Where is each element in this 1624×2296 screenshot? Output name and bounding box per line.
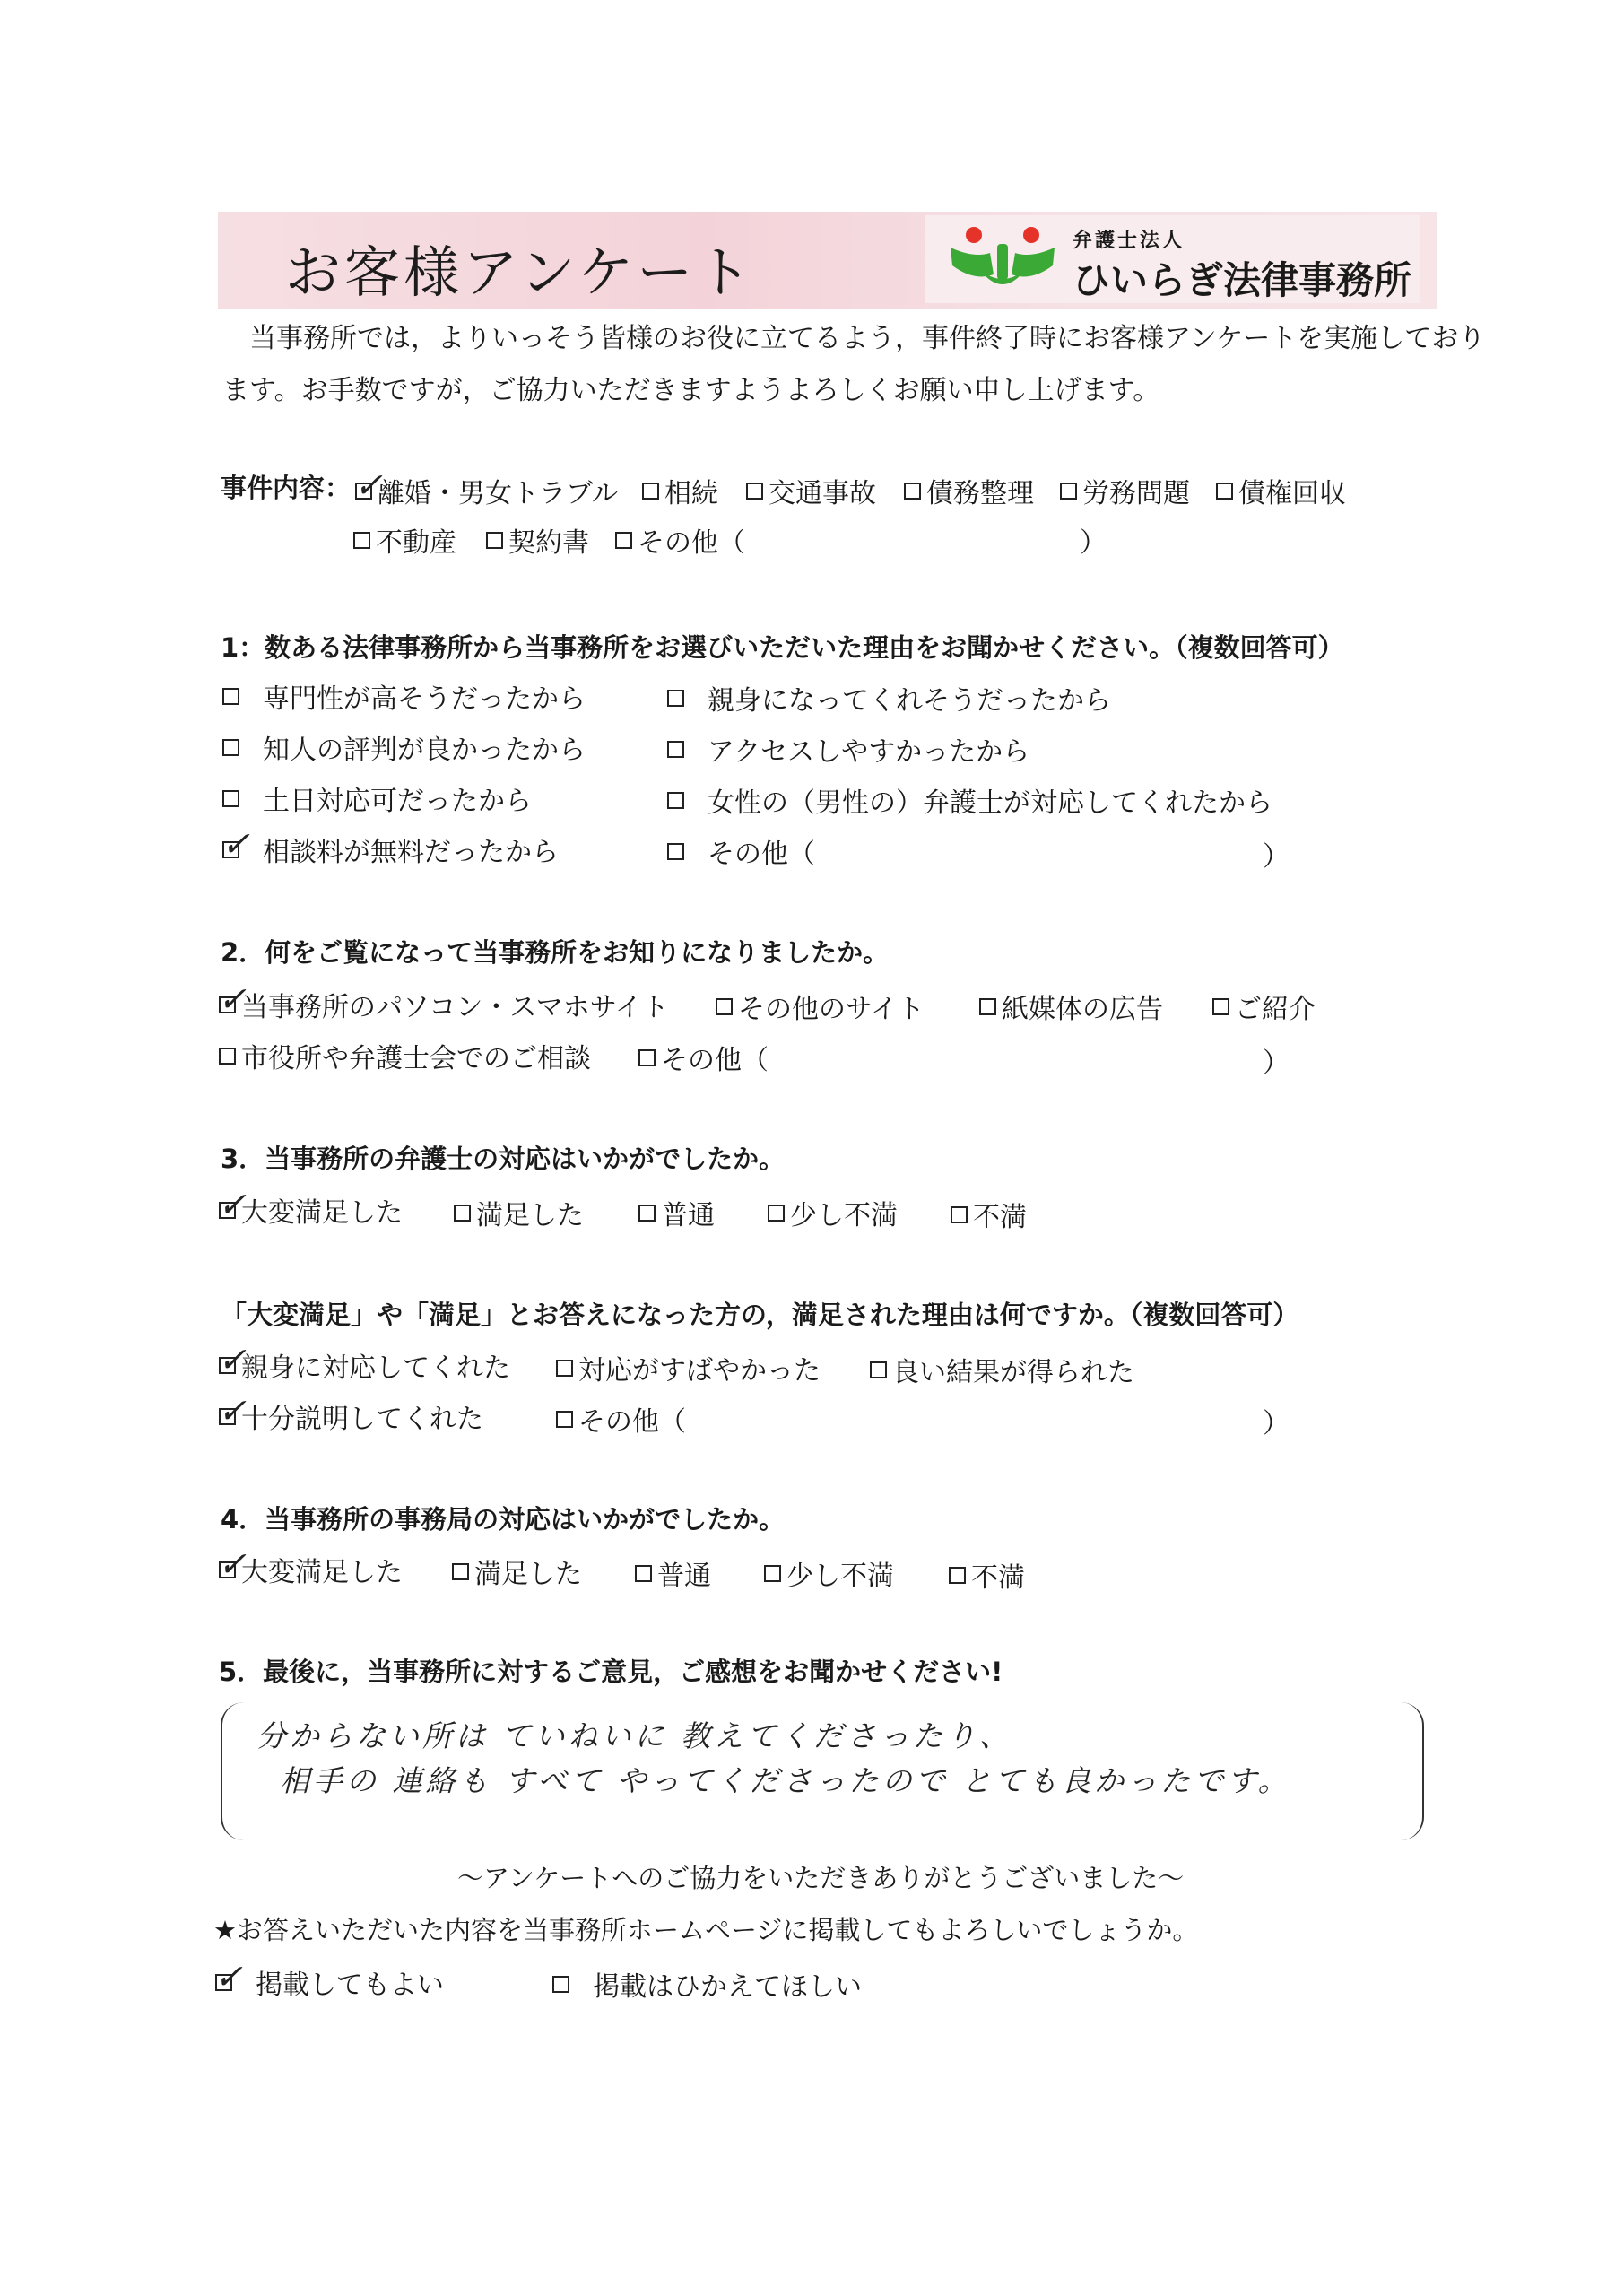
option-label: その他のサイト [738, 994, 925, 1025]
q2-option[interactable] [979, 987, 1163, 1026]
logo-icon [943, 222, 1062, 298]
case-option[interactable] [615, 520, 745, 560]
checkbox[interactable] [667, 843, 684, 860]
case-option[interactable] [904, 471, 1034, 510]
option-label: 交通事故 [769, 478, 876, 509]
checkbox[interactable]: ✓ [218, 1544, 247, 1584]
checkbox[interactable] [904, 483, 921, 500]
q3-option[interactable] [768, 1193, 898, 1232]
q3b-option[interactable] [556, 1399, 686, 1439]
option-label: 知人の評判が良かったから [263, 735, 586, 766]
logo-name: ひいらぎ法律事務所 [1073, 258, 1412, 302]
q3b-option[interactable] [218, 1339, 510, 1385]
intro-line-1: 当事務所では，よりいっそう皆様のお役に立てるよう，事件終了時にお客様アンケートを実施しており [249, 323, 1486, 354]
option-label: 相談料が無料だったから [263, 837, 559, 868]
option-label: 対応がすばやかった [578, 1355, 821, 1387]
q4-option[interactable] [452, 1552, 582, 1591]
checkbox[interactable] [667, 741, 684, 758]
checkbox[interactable] [552, 1976, 569, 1993]
q1-option[interactable] [222, 727, 586, 767]
option-label: ご紹介 [1235, 994, 1316, 1025]
q1-option[interactable] [222, 778, 532, 818]
q2-option[interactable] [716, 987, 925, 1026]
case-option[interactable] [642, 471, 718, 510]
option-label: 不満 [971, 1562, 1025, 1594]
q3b-option[interactable] [556, 1348, 821, 1387]
q1-option[interactable] [667, 729, 1029, 769]
option-label: 土日対応可だったから [263, 786, 532, 817]
checkbox[interactable] [951, 1206, 968, 1223]
page-title: お客様アンケート [285, 239, 756, 305]
case-label: 事件内容： [221, 473, 352, 503]
checkbox[interactable] [768, 1205, 785, 1222]
option-label: 少し不満 [786, 1561, 894, 1592]
q4-option[interactable] [635, 1553, 711, 1593]
case-option[interactable] [486, 520, 589, 560]
checkbox[interactable] [667, 792, 684, 809]
option-label: 掲載してもよい [256, 1970, 444, 2001]
option-label: 満足した [474, 1559, 582, 1590]
option-label: その他（ [638, 527, 745, 559]
option-label: 不動産 [376, 527, 456, 559]
checkbox[interactable] [870, 1361, 887, 1378]
checkbox[interactable]: ✓ [354, 465, 383, 505]
q1-option[interactable] [667, 780, 1272, 820]
q1-other-close: ） [1263, 841, 1290, 873]
checkbox[interactable]: ✓ [218, 1390, 247, 1431]
q3-option[interactable] [951, 1195, 1027, 1234]
case-option[interactable] [1060, 471, 1190, 510]
q3-option[interactable] [218, 1184, 403, 1230]
option-label: 女性の（男性の）弁護士が対応してくれたから [708, 787, 1272, 819]
checkbox[interactable] [667, 690, 684, 707]
q1-option[interactable] [667, 678, 1111, 718]
q3-option[interactable] [638, 1193, 715, 1232]
checkbox[interactable] [949, 1567, 966, 1584]
q3b-other-close: ） [1263, 1408, 1290, 1439]
checkbox[interactable]: ✓ [218, 1184, 247, 1224]
q3b-question: 「大変満足」や「満足」とお答えになった方の，満足された理由は何ですか。（複数回答可） [221, 1300, 1299, 1330]
option-label: 十分説明してくれた [241, 1404, 483, 1435]
checkbox[interactable] [222, 688, 239, 705]
checkbox[interactable] [486, 532, 503, 549]
thanks-message: ～アンケートへのご協力をいただきありがとうございました～ [457, 1863, 1185, 1893]
case-option[interactable] [1216, 471, 1346, 510]
q2-option[interactable] [638, 1038, 769, 1077]
q4-option[interactable] [764, 1553, 894, 1593]
option-label: 債務整理 [926, 478, 1034, 509]
option-label: 労務問題 [1082, 478, 1190, 509]
option-label: 債権回収 [1238, 478, 1346, 509]
q1-option[interactable] [667, 831, 815, 871]
publish-option[interactable] [214, 1956, 444, 2002]
option-label: 離婚・男女トラブル [378, 478, 619, 509]
option-label: 紙媒体の広告 [1002, 994, 1163, 1025]
checkbox[interactable] [1060, 483, 1077, 500]
q2-question: 2．何をご覧になって当事務所をお知りになりましたか。 [221, 937, 890, 968]
checkbox[interactable] [746, 483, 763, 500]
q3-option[interactable] [454, 1193, 584, 1232]
case-option[interactable] [353, 520, 456, 560]
checkbox[interactable] [222, 739, 239, 756]
checkbox[interactable] [556, 1360, 573, 1377]
option-label: 満足した [476, 1200, 584, 1231]
option-label: 不満 [973, 1202, 1027, 1233]
q1-option[interactable] [221, 823, 559, 869]
option-label: 大変満足した [241, 1197, 403, 1229]
q1-option[interactable] [222, 676, 586, 716]
option-label: 相続 [664, 478, 718, 509]
q2-option[interactable] [219, 1036, 591, 1075]
checkbox[interactable]: ✓ [221, 823, 250, 864]
checkbox[interactable] [556, 1411, 573, 1428]
option-label: 契約書 [508, 527, 589, 559]
checkbox[interactable] [353, 532, 370, 549]
option-label: 当事務所のパソコン・スマホサイト [241, 992, 669, 1023]
comment-text-line-2: 相手の 連絡も すべて やってくださったので とても良かったです。 [280, 1763, 1291, 1798]
option-label: 少し不満 [790, 1200, 898, 1231]
checkbox[interactable]: ✓ [218, 1339, 247, 1379]
publish-option[interactable] [552, 1964, 862, 2004]
option-label: 市役所や弁護士会でのご相談 [241, 1043, 591, 1074]
q4-option[interactable] [949, 1555, 1025, 1595]
q2-option[interactable] [218, 978, 669, 1024]
logo-subtitle: 弁護士法人 [1073, 230, 1185, 252]
checkbox[interactable] [638, 1205, 656, 1222]
option-label: 普通 [661, 1200, 715, 1231]
option-label: 掲載はひかえてほしい [593, 1971, 862, 2003]
checkbox[interactable] [615, 532, 632, 549]
case-option[interactable] [354, 465, 619, 510]
q3-question: 3．当事務所の弁護士の対応はいかがでしたか。 [221, 1144, 786, 1174]
q2-option[interactable] [1212, 987, 1316, 1026]
checkbox[interactable] [642, 483, 659, 500]
checkbox[interactable] [454, 1205, 471, 1222]
checkbox[interactable] [635, 1565, 652, 1582]
q1-question: 1：数ある法律事務所から当事務所をお選びいただいた理由をお聞かせください。（複数回答可） [221, 632, 1344, 663]
option-label: 親身になってくれそうだったから [708, 685, 1111, 717]
checkbox[interactable] [1212, 998, 1229, 1015]
checkbox[interactable] [219, 1048, 236, 1065]
case-option[interactable] [746, 471, 876, 510]
option-label: アクセスしやすかったから [708, 736, 1030, 768]
comment-text-line-1: 分からない所は ていねいに 教えてくださったり、 [256, 1718, 1012, 1753]
q5-question: 5．最後に，当事務所に対するご意見，ご感想をお聞かせください! [219, 1657, 1003, 1687]
q2-other-close: ） [1263, 1048, 1290, 1079]
option-label: 普通 [657, 1561, 711, 1592]
checkbox[interactable] [764, 1565, 781, 1582]
case-other-close: ） [1080, 527, 1107, 559]
option-label: その他（ [708, 839, 815, 870]
checkbox[interactable] [1216, 483, 1233, 500]
q3b-option[interactable] [218, 1390, 483, 1436]
option-label: 親身に対応してくれた [241, 1352, 510, 1384]
q3b-option[interactable] [870, 1350, 1134, 1389]
option-label: その他（ [578, 1406, 686, 1438]
checkbox[interactable] [716, 998, 733, 1015]
checkbox[interactable]: ✓ [214, 1956, 243, 1996]
option-label: その他（ [661, 1045, 769, 1076]
checkbox[interactable] [979, 998, 996, 1015]
option-label: 専門性が高そうだったから [263, 683, 586, 715]
intro-line-2: ます。お手数ですが，ご協力いただきますようよろしくお願い申し上げます。 [222, 375, 1160, 406]
checkbox[interactable] [222, 790, 239, 807]
option-label: 良い結果が得られた [892, 1357, 1134, 1388]
checkbox[interactable] [638, 1049, 656, 1066]
option-label: 大変満足した [241, 1557, 403, 1588]
q4-question: 4．当事務所の事務局の対応はいかがでしたか。 [221, 1504, 786, 1535]
publish-question: ★お答えいただいた内容を当事務所ホームページに掲載してもよろしいでしょうか。 [213, 1915, 1199, 1945]
checkbox[interactable]: ✓ [218, 978, 247, 1019]
checkbox[interactable] [452, 1563, 469, 1580]
q4-option[interactable] [218, 1544, 403, 1589]
